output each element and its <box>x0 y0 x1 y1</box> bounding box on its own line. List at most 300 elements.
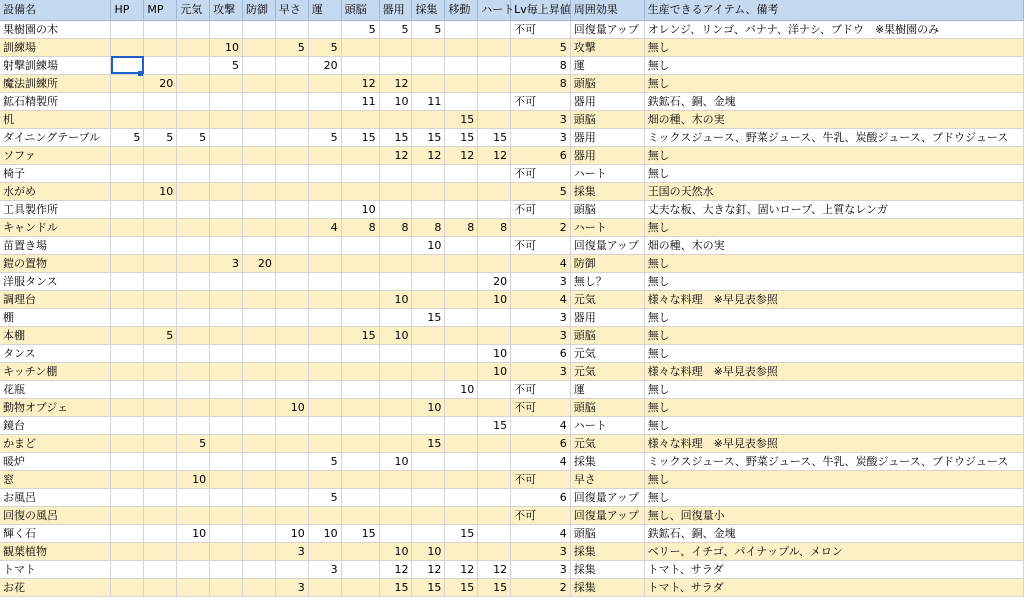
table-cell[interactable] <box>341 380 379 398</box>
table-cell[interactable]: かまど <box>0 434 111 452</box>
table-cell[interactable] <box>111 560 144 578</box>
table-cell[interactable] <box>445 200 478 218</box>
table-cell[interactable] <box>379 164 412 182</box>
table-cell[interactable]: 鉄鉱石、銅、金塊 <box>644 92 1023 110</box>
table-cell[interactable] <box>210 560 243 578</box>
table-cell[interactable] <box>210 434 243 452</box>
table-cell[interactable] <box>308 164 341 182</box>
column-header[interactable]: 防御 <box>242 0 275 20</box>
table-cell[interactable] <box>308 416 341 434</box>
table-cell[interactable]: 元気 <box>570 290 644 308</box>
table-cell[interactable]: 10 <box>275 398 308 416</box>
table-cell[interactable] <box>144 542 177 560</box>
table-cell[interactable]: 8 <box>511 74 571 92</box>
column-header[interactable]: 頭脳 <box>341 0 379 20</box>
table-cell[interactable] <box>478 326 511 344</box>
table-cell[interactable]: 5 <box>210 56 243 74</box>
table-cell[interactable] <box>478 434 511 452</box>
table-cell[interactable]: 魔法訓練所 <box>0 74 111 92</box>
table-cell[interactable] <box>308 110 341 128</box>
table-cell[interactable] <box>445 344 478 362</box>
table-cell[interactable] <box>275 506 308 524</box>
table-cell[interactable] <box>412 326 445 344</box>
table-cell[interactable]: 回復の風呂 <box>0 506 111 524</box>
table-cell[interactable] <box>177 236 210 254</box>
table-cell[interactable] <box>242 236 275 254</box>
table-cell[interactable] <box>308 434 341 452</box>
table-cell[interactable] <box>210 326 243 344</box>
table-cell[interactable]: 5 <box>511 38 571 56</box>
table-cell[interactable]: 射撃訓練場 <box>0 56 111 74</box>
table-cell[interactable] <box>242 488 275 506</box>
table-cell[interactable] <box>177 74 210 92</box>
table-cell[interactable] <box>275 110 308 128</box>
table-cell[interactable]: 採集 <box>570 578 644 596</box>
table-cell[interactable]: 訓練場 <box>0 38 111 56</box>
table-cell[interactable]: 元気 <box>570 434 644 452</box>
table-cell[interactable] <box>379 254 412 272</box>
table-cell[interactable] <box>478 200 511 218</box>
table-cell[interactable] <box>144 110 177 128</box>
table-cell[interactable] <box>177 20 210 38</box>
table-cell[interactable]: 8 <box>412 218 445 236</box>
column-header[interactable]: 移動 <box>445 0 478 20</box>
table-cell[interactable]: 10 <box>412 542 445 560</box>
table-cell[interactable] <box>177 182 210 200</box>
column-header[interactable]: ハート <box>478 0 511 20</box>
table-cell[interactable]: 12 <box>412 146 445 164</box>
table-cell[interactable]: 3 <box>511 308 571 326</box>
table-cell[interactable]: 5 <box>144 326 177 344</box>
table-cell[interactable] <box>210 146 243 164</box>
table-cell[interactable]: 15 <box>478 128 511 146</box>
table-cell[interactable] <box>242 470 275 488</box>
table-cell[interactable]: 不可 <box>511 200 571 218</box>
table-cell[interactable]: 3 <box>511 362 571 380</box>
table-cell[interactable] <box>177 110 210 128</box>
table-cell[interactable]: 丈夫な板、大きな釘、固いロープ、上質なレンガ <box>644 200 1023 218</box>
table-cell[interactable]: 無し <box>644 254 1023 272</box>
table-cell[interactable] <box>308 308 341 326</box>
table-cell[interactable]: 早さ <box>570 470 644 488</box>
table-cell[interactable] <box>275 452 308 470</box>
table-cell[interactable]: 暖炉 <box>0 452 111 470</box>
table-cell[interactable] <box>177 164 210 182</box>
table-cell[interactable]: オレンジ、リンゴ、バナナ、洋ナシ、ブドウ ※果樹園のみ <box>644 20 1023 38</box>
table-cell[interactable] <box>242 92 275 110</box>
table-cell[interactable]: 10 <box>379 290 412 308</box>
table-cell[interactable]: 3 <box>511 560 571 578</box>
table-cell[interactable] <box>242 542 275 560</box>
table-cell[interactable] <box>275 416 308 434</box>
table-cell[interactable] <box>478 470 511 488</box>
table-cell[interactable] <box>144 506 177 524</box>
table-cell[interactable] <box>111 326 144 344</box>
table-cell[interactable] <box>111 20 144 38</box>
table-cell[interactable]: 15 <box>478 416 511 434</box>
table-cell[interactable] <box>308 74 341 92</box>
table-cell[interactable] <box>177 92 210 110</box>
table-cell[interactable] <box>341 308 379 326</box>
table-cell[interactable]: ハート <box>570 164 644 182</box>
table-cell[interactable]: 頭脳 <box>570 110 644 128</box>
table-cell[interactable] <box>177 506 210 524</box>
table-cell[interactable]: 不可 <box>511 20 571 38</box>
table-cell[interactable]: 8 <box>478 218 511 236</box>
table-cell[interactable]: 無し <box>644 164 1023 182</box>
table-cell[interactable]: 12 <box>445 560 478 578</box>
table-cell[interactable]: 器用 <box>570 128 644 146</box>
table-cell[interactable]: 運 <box>570 56 644 74</box>
table-cell[interactable] <box>242 218 275 236</box>
table-cell[interactable]: 10 <box>177 524 210 542</box>
table-cell[interactable]: 本棚 <box>0 326 111 344</box>
table-cell[interactable] <box>445 254 478 272</box>
table-cell[interactable] <box>308 506 341 524</box>
table-cell[interactable] <box>379 524 412 542</box>
table-cell[interactable] <box>412 56 445 74</box>
table-cell[interactable]: ソファ <box>0 146 111 164</box>
table-cell[interactable]: 10 <box>275 524 308 542</box>
table-cell[interactable] <box>308 236 341 254</box>
table-cell[interactable]: 20 <box>478 272 511 290</box>
table-cell[interactable] <box>445 542 478 560</box>
table-cell[interactable]: キャンドル <box>0 218 111 236</box>
table-cell[interactable] <box>111 164 144 182</box>
table-cell[interactable]: 5 <box>308 128 341 146</box>
table-cell[interactable]: お風呂 <box>0 488 111 506</box>
table-cell[interactable]: 3 <box>511 110 571 128</box>
table-cell[interactable] <box>341 164 379 182</box>
table-cell[interactable] <box>445 74 478 92</box>
table-cell[interactable] <box>478 56 511 74</box>
table-cell[interactable]: 回復量アップ <box>570 20 644 38</box>
table-cell[interactable]: 無し <box>644 380 1023 398</box>
table-cell[interactable] <box>478 488 511 506</box>
table-cell[interactable] <box>341 362 379 380</box>
table-cell[interactable] <box>144 38 177 56</box>
table-cell[interactable] <box>210 20 243 38</box>
table-cell[interactable]: 12 <box>341 74 379 92</box>
table-cell[interactable] <box>379 470 412 488</box>
table-cell[interactable]: 10 <box>341 200 379 218</box>
table-cell[interactable] <box>111 272 144 290</box>
table-cell[interactable]: 3 <box>210 254 243 272</box>
table-cell[interactable] <box>210 380 243 398</box>
table-cell[interactable] <box>275 218 308 236</box>
table-cell[interactable]: 5 <box>275 38 308 56</box>
table-cell[interactable] <box>341 434 379 452</box>
table-cell[interactable] <box>242 362 275 380</box>
table-cell[interactable] <box>210 344 243 362</box>
table-cell[interactable] <box>445 416 478 434</box>
table-cell[interactable]: 8 <box>379 218 412 236</box>
column-header[interactable]: 運 <box>308 0 341 20</box>
table-cell[interactable] <box>275 488 308 506</box>
table-cell[interactable]: 15 <box>445 110 478 128</box>
table-cell[interactable] <box>275 434 308 452</box>
table-cell[interactable] <box>242 38 275 56</box>
table-cell[interactable]: 苗置き場 <box>0 236 111 254</box>
table-cell[interactable] <box>478 92 511 110</box>
table-cell[interactable] <box>210 92 243 110</box>
table-cell[interactable] <box>111 452 144 470</box>
table-cell[interactable] <box>177 272 210 290</box>
table-cell[interactable] <box>111 506 144 524</box>
table-cell[interactable] <box>242 308 275 326</box>
table-cell[interactable] <box>275 308 308 326</box>
table-cell[interactable]: 15 <box>445 128 478 146</box>
table-cell[interactable] <box>445 236 478 254</box>
table-cell[interactable] <box>308 380 341 398</box>
table-cell[interactable] <box>412 362 445 380</box>
table-cell[interactable]: 不可 <box>511 398 571 416</box>
table-cell[interactable]: 3 <box>511 272 571 290</box>
table-cell[interactable] <box>242 110 275 128</box>
table-cell[interactable] <box>412 344 445 362</box>
table-cell[interactable]: 無し <box>644 344 1023 362</box>
table-cell[interactable] <box>144 488 177 506</box>
table-cell[interactable] <box>412 488 445 506</box>
table-cell[interactable] <box>111 434 144 452</box>
table-cell[interactable] <box>177 326 210 344</box>
table-cell[interactable]: 10 <box>308 524 341 542</box>
table-cell[interactable]: 不可 <box>511 92 571 110</box>
table-cell[interactable]: 運 <box>570 380 644 398</box>
table-cell[interactable] <box>111 182 144 200</box>
table-cell[interactable] <box>111 380 144 398</box>
table-cell[interactable] <box>341 344 379 362</box>
table-cell[interactable] <box>341 56 379 74</box>
table-cell[interactable] <box>242 434 275 452</box>
table-cell[interactable] <box>445 20 478 38</box>
table-cell[interactable] <box>379 308 412 326</box>
table-cell[interactable] <box>478 236 511 254</box>
table-cell[interactable]: 輝く石 <box>0 524 111 542</box>
table-cell[interactable] <box>144 344 177 362</box>
table-cell[interactable]: タンス <box>0 344 111 362</box>
table-cell[interactable]: 4 <box>511 254 571 272</box>
table-cell[interactable]: 畑の種、木の実 <box>644 236 1023 254</box>
table-cell[interactable]: 無し <box>644 272 1023 290</box>
table-cell[interactable] <box>210 272 243 290</box>
table-cell[interactable] <box>210 488 243 506</box>
table-cell[interactable]: 12 <box>412 560 445 578</box>
table-cell[interactable] <box>275 272 308 290</box>
table-cell[interactable] <box>144 218 177 236</box>
table-cell[interactable]: トマト <box>0 560 111 578</box>
table-cell[interactable]: お花 <box>0 578 111 596</box>
table-cell[interactable] <box>210 506 243 524</box>
table-cell[interactable]: 回復量アップ <box>570 506 644 524</box>
table-cell[interactable]: 10 <box>379 92 412 110</box>
table-cell[interactable] <box>210 416 243 434</box>
table-cell[interactable] <box>210 290 243 308</box>
table-cell[interactable]: 15 <box>412 578 445 596</box>
table-cell[interactable]: 頭脳 <box>570 200 644 218</box>
table-cell[interactable] <box>210 236 243 254</box>
table-cell[interactable] <box>144 380 177 398</box>
table-cell[interactable]: 鏡台 <box>0 416 111 434</box>
table-cell[interactable]: 10 <box>210 38 243 56</box>
table-cell[interactable]: 12 <box>445 146 478 164</box>
table-cell[interactable] <box>308 344 341 362</box>
column-header[interactable]: Lv毎上昇値 <box>511 0 571 20</box>
table-cell[interactable]: ハート <box>570 416 644 434</box>
table-cell[interactable]: 5 <box>177 434 210 452</box>
table-cell[interactable]: ダイニングテーブル <box>0 128 111 146</box>
table-cell[interactable] <box>341 398 379 416</box>
table-cell[interactable] <box>412 290 445 308</box>
table-cell[interactable] <box>379 344 412 362</box>
table-cell[interactable] <box>111 218 144 236</box>
table-cell[interactable] <box>341 542 379 560</box>
table-cell[interactable]: ハート <box>570 218 644 236</box>
table-cell[interactable] <box>111 470 144 488</box>
table-cell[interactable] <box>275 92 308 110</box>
table-cell[interactable] <box>478 506 511 524</box>
table-cell[interactable]: 6 <box>511 434 571 452</box>
column-header[interactable]: 設備名 <box>0 0 111 20</box>
table-cell[interactable]: 11 <box>341 92 379 110</box>
table-cell[interactable]: 20 <box>144 74 177 92</box>
table-cell[interactable] <box>144 524 177 542</box>
table-cell[interactable]: 10 <box>478 344 511 362</box>
table-cell[interactable]: 5 <box>308 488 341 506</box>
table-cell[interactable] <box>242 380 275 398</box>
table-cell[interactable]: 防御 <box>570 254 644 272</box>
table-cell[interactable] <box>478 254 511 272</box>
table-cell[interactable] <box>412 524 445 542</box>
table-cell[interactable] <box>242 524 275 542</box>
table-cell[interactable] <box>478 182 511 200</box>
table-cell[interactable]: 鉄鉱石、銅、金塊 <box>644 524 1023 542</box>
table-cell[interactable] <box>341 182 379 200</box>
table-cell[interactable] <box>210 110 243 128</box>
table-cell[interactable]: 採集 <box>570 452 644 470</box>
table-cell[interactable]: 無し、回復量小 <box>644 506 1023 524</box>
table-cell[interactable] <box>379 362 412 380</box>
table-cell[interactable] <box>177 488 210 506</box>
table-cell[interactable] <box>177 344 210 362</box>
table-cell[interactable] <box>412 272 445 290</box>
table-cell[interactable] <box>412 416 445 434</box>
table-cell[interactable] <box>144 20 177 38</box>
table-cell[interactable] <box>412 110 445 128</box>
table-cell[interactable] <box>144 416 177 434</box>
table-cell[interactable] <box>275 164 308 182</box>
table-cell[interactable] <box>111 110 144 128</box>
table-cell[interactable] <box>111 488 144 506</box>
table-cell[interactable]: 不可 <box>511 470 571 488</box>
table-cell[interactable]: 無し <box>644 326 1023 344</box>
table-cell[interactable] <box>379 182 412 200</box>
table-cell[interactable]: 鉱石精製所 <box>0 92 111 110</box>
table-cell[interactable]: 不可 <box>511 506 571 524</box>
table-cell[interactable] <box>144 146 177 164</box>
table-cell[interactable] <box>379 488 412 506</box>
table-cell[interactable] <box>242 128 275 146</box>
table-cell[interactable] <box>308 200 341 218</box>
table-cell[interactable] <box>341 452 379 470</box>
table-cell[interactable] <box>275 362 308 380</box>
table-cell[interactable] <box>275 128 308 146</box>
table-cell[interactable]: 11 <box>412 92 445 110</box>
column-header[interactable]: 生産できるアイテム、備考 <box>644 0 1023 20</box>
table-cell[interactable] <box>412 200 445 218</box>
table-cell[interactable] <box>177 542 210 560</box>
column-header[interactable]: 周囲効果 <box>570 0 644 20</box>
table-cell[interactable] <box>308 470 341 488</box>
table-cell[interactable]: 無し <box>644 488 1023 506</box>
table-cell[interactable] <box>111 416 144 434</box>
table-cell[interactable] <box>478 38 511 56</box>
table-cell[interactable]: 水がめ <box>0 182 111 200</box>
table-cell[interactable] <box>275 326 308 344</box>
table-cell[interactable] <box>275 560 308 578</box>
table-cell[interactable] <box>341 470 379 488</box>
table-cell[interactable] <box>308 254 341 272</box>
table-cell[interactable]: ベリー、イチゴ、パイナップル、メロン <box>644 542 1023 560</box>
table-cell[interactable] <box>412 452 445 470</box>
table-cell[interactable] <box>412 506 445 524</box>
table-cell[interactable]: 鎧の置物 <box>0 254 111 272</box>
table-cell[interactable] <box>242 326 275 344</box>
table-cell[interactable]: 無し <box>644 146 1023 164</box>
table-cell[interactable]: トマト、サラダ <box>644 578 1023 596</box>
table-cell[interactable]: 棚 <box>0 308 111 326</box>
table-cell[interactable]: 様々な料理 ※早見表参照 <box>644 290 1023 308</box>
table-cell[interactable]: キッチン棚 <box>0 362 111 380</box>
table-cell[interactable] <box>412 470 445 488</box>
table-cell[interactable] <box>242 200 275 218</box>
table-cell[interactable]: 不可 <box>511 164 571 182</box>
table-cell[interactable] <box>144 578 177 596</box>
table-cell[interactable] <box>111 74 144 92</box>
table-cell[interactable]: 調理台 <box>0 290 111 308</box>
column-header[interactable]: 早さ <box>275 0 308 20</box>
table-cell[interactable] <box>242 506 275 524</box>
table-cell[interactable]: 机 <box>0 110 111 128</box>
table-cell[interactable] <box>445 56 478 74</box>
table-cell[interactable] <box>445 182 478 200</box>
table-cell[interactable]: 無し <box>644 218 1023 236</box>
table-cell[interactable]: 果樹園の木 <box>0 20 111 38</box>
table-cell[interactable] <box>177 218 210 236</box>
table-cell[interactable] <box>242 416 275 434</box>
table-cell[interactable] <box>210 128 243 146</box>
table-cell[interactable]: 10 <box>412 236 445 254</box>
table-cell[interactable]: 15 <box>341 128 379 146</box>
table-cell[interactable] <box>412 380 445 398</box>
table-cell[interactable] <box>111 38 144 56</box>
table-cell[interactable] <box>177 200 210 218</box>
table-cell[interactable] <box>478 308 511 326</box>
table-cell[interactable] <box>242 56 275 74</box>
table-cell[interactable] <box>445 92 478 110</box>
table-cell[interactable]: 器用 <box>570 308 644 326</box>
table-cell[interactable]: 器用 <box>570 92 644 110</box>
table-cell[interactable]: 15 <box>445 524 478 542</box>
table-cell[interactable] <box>275 56 308 74</box>
table-cell[interactable] <box>445 164 478 182</box>
table-cell[interactable] <box>341 110 379 128</box>
table-cell[interactable] <box>210 524 243 542</box>
table-cell[interactable] <box>445 272 478 290</box>
table-cell[interactable]: 5 <box>177 128 210 146</box>
table-cell[interactable] <box>341 488 379 506</box>
table-cell[interactable] <box>275 74 308 92</box>
